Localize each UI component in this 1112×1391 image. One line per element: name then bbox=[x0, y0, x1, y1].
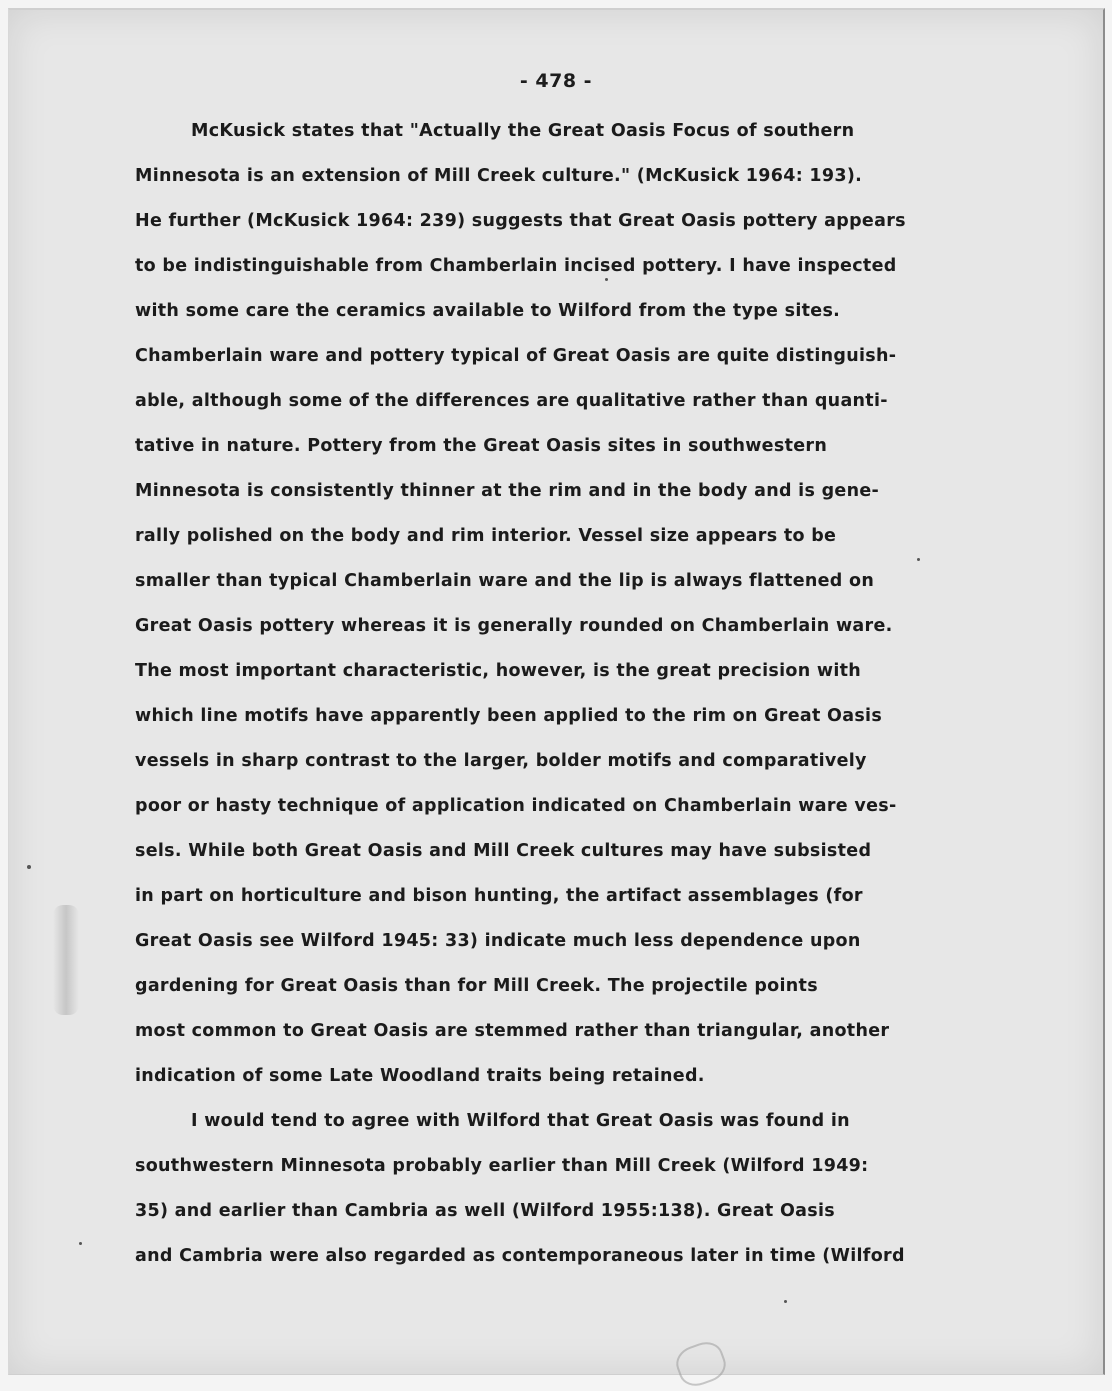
speck bbox=[79, 1242, 82, 1245]
body-text bbox=[135, 109, 985, 1279]
text-line: and Cambria were also regarded as contemporaneous later in time (Wilford bbox=[135, 1246, 905, 1266]
page-number: - 478 - bbox=[519, 70, 593, 92]
text-line: I would tend to agree with Wilford that Great Oasis was found in bbox=[191, 1111, 850, 1131]
bottom-stain bbox=[672, 1337, 731, 1391]
text-line: which line motifs have apparently been applied to the rim on Great Oasis bbox=[135, 706, 883, 726]
text-line: most common to Great Oasis are stemmed rather than triangular, another bbox=[135, 1021, 890, 1041]
speck bbox=[784, 1300, 787, 1303]
text-line: southwestern Minnesota probably earlier than Mill Creek (Wilford 1949: bbox=[135, 1156, 869, 1176]
text-line: with some care the ceramics available to Wilford from the type sites. bbox=[135, 301, 841, 321]
text-line: to be indistinguishable from Chamberlain incised pottery. I have inspected bbox=[135, 256, 897, 276]
text-line: The most important characteristic, however, is the great precision with bbox=[135, 661, 862, 681]
text-line: Minnesota is an extension of Mill Creek culture." (McKusick 1964: 193). bbox=[135, 166, 863, 186]
text-line: Minnesota is consistently thinner at the rim and in the body and is gene- bbox=[135, 481, 880, 501]
text-line: in part on horticulture and bison hunting, the artifact assemblages (for bbox=[135, 886, 863, 906]
margin-smudge bbox=[53, 905, 79, 1015]
text-line: tative in nature. Pottery from the Great Oasis sites in southwestern bbox=[135, 436, 828, 456]
text-line: poor or hasty technique of application indicated on Chamberlain ware ves- bbox=[135, 796, 897, 816]
text-line: 35) and earlier than Cambria as well (Wilford 1955:138). Great Oasis bbox=[135, 1201, 836, 1221]
text-line: Chamberlain ware and pottery typical of Great Oasis are quite distinguish- bbox=[135, 346, 897, 366]
text-line: gardening for Great Oasis than for Mill Creek. The projectile points bbox=[135, 976, 818, 996]
text-line: Great Oasis pottery whereas it is generally rounded on Chamberlain ware. bbox=[135, 616, 893, 636]
speck bbox=[27, 865, 31, 869]
text-line: sels. While both Great Oasis and Mill Creek cultures may have subsisted bbox=[135, 841, 872, 861]
text-line: He further (McKusick 1964: 239) suggests that Great Oasis pottery appears bbox=[135, 211, 906, 231]
text-line: smaller than typical Chamberlain ware and the lip is always flattened on bbox=[135, 571, 875, 591]
text-line: Great Oasis see Wilford 1945: 33) indicate much less dependence upon bbox=[135, 931, 861, 951]
text-line: vessels in sharp contrast to the larger, bolder motifs and comparatively bbox=[135, 751, 867, 771]
scanned-page bbox=[8, 8, 1105, 1375]
text-line: indication of some Late Woodland traits being retained. bbox=[135, 1066, 705, 1086]
text-line: McKusick states that "Actually the Great Oasis Focus of southern bbox=[191, 121, 855, 141]
text-line: rally polished on the body and rim interior. Vessel size appears to be bbox=[135, 526, 837, 546]
text-line: able, although some of the differences are qualitative rather than quanti- bbox=[135, 391, 888, 411]
